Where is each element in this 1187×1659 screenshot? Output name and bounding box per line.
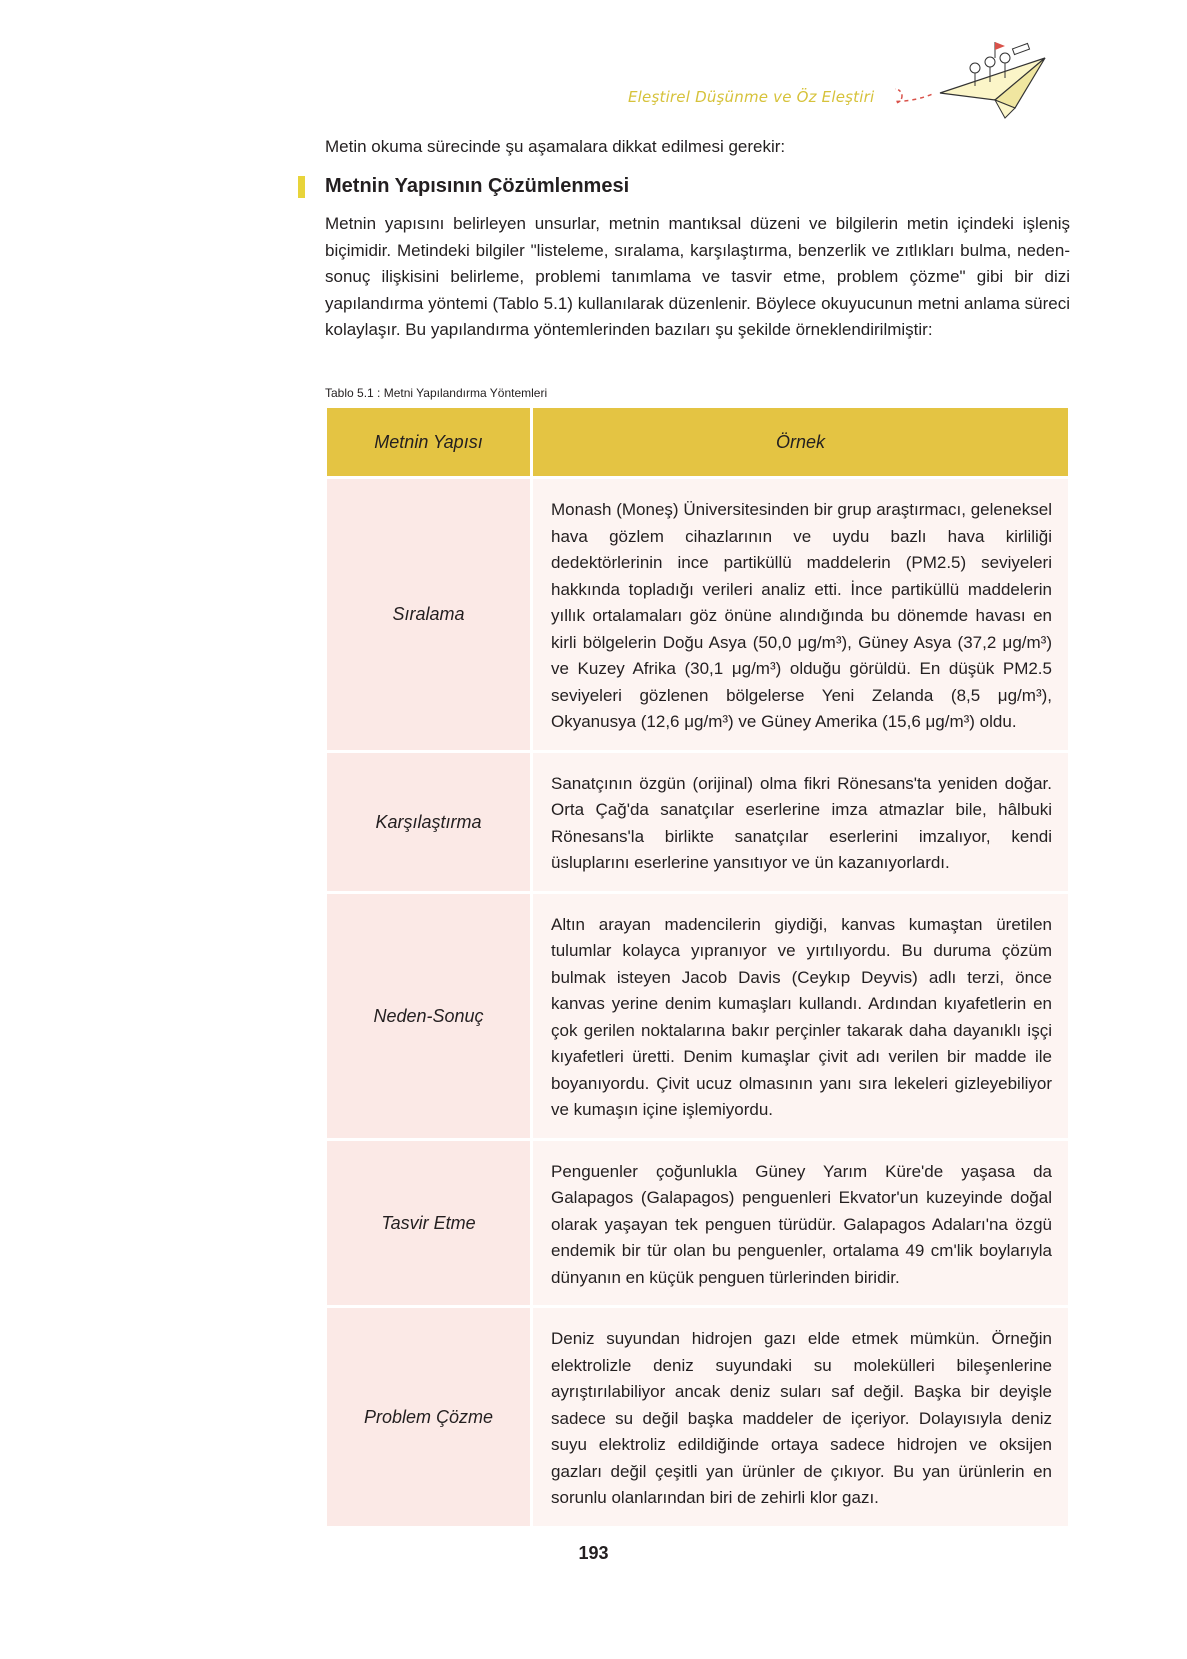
row-example: Deniz suyundan hidrojen gazı elde etmek mümkün. Örneğin elektrolizle deniz suyundaki su molekülleri bileşenlerine ayrıştırılabiliyor ancak deniz suları saf değil. Başka bir deyişle sadece su değil başka maddeler de içeriyor. Dolayısıyla deniz suyu elektroliz edildiğinde ortaya sadece hidrojen ve oksijen gazları değil çeşitli yan ürünler de çıkıyor. Bu yan ürünlerin en sorunlu olanlarından biri de zehirli klor gazı. [532,1307,1069,1526]
row-structure: Sıralama [327,478,532,752]
row-structure: Tasvir Etme [327,1139,532,1307]
section-accent-bar [298,176,305,198]
paper-plane-illustration-icon [895,38,1105,123]
chapter-title: Eleştirel Düşünme ve Öz Eleştiri [628,88,875,106]
column-header-structure: Metnin Yapısı [327,408,532,478]
intro-sentence: Metin okuma sürecinde şu aşamalara dikkat edilmesi gerekir: [325,137,786,156]
table-row [327,478,1068,752]
table-row [327,1307,1068,1526]
table-row [327,1139,1068,1307]
table-header-row [327,408,1068,478]
section-paragraph: Metnin yapısını belirleyen unsurlar, metnin mantıksal düzeni ve bilgilerin metin içindeki işleniş biçimidir. Metindeki bilgiler "listeleme, sıralama, karşılaştırma, benzerlik ve zıtlıkları bulma, neden-sonuç ilişkisini belirleme, problemi tanımlama ve tasvir etme, problem çözme" gibi bir dizi yapılandırma yöntemi (Tablo 5.1) kullanılarak düzenlenir. Böylece okuyucunun metni anlama süreci kolaylaşır. Bu yapılandırma yöntemlerinden bazıları şu şekilde örneklendirilmiştir: [325,214,1070,339]
section-title: Metnin Yapısının Çözümlenmesi [325,175,630,197]
row-structure: Karşılaştırma [327,751,532,892]
table-row [327,751,1068,892]
row-example: Sanatçının özgün (orijinal) olma fikri Rönesans'ta yeniden doğar. Orta Çağ'da sanatçılar eserlerine imza atmazlar bile, hâlbuki Rönesans'la birlikte sanatçılar eserlerini imzalıyor, kendi üsluplarını eserlerine yansıtıyor ve ün kazanıyorlardı. [532,751,1069,892]
row-example: Altın arayan madencilerin giydiği, kanvas kumaştan üretilen tulumlar kolayca yıpranıyor ve yırtılıyordu. Bu duruma çözüm bulmak isteyen Jacob Davis (Ceykıp Deyvis) adlı terzi, önce kanvas yerine denim kumaşları kullandı. Ardından kıyafetlerin en çok gerilen noktalarına bakır perçinler takarak daha dayanıklı işçi kıyafetleri üretti. Denim kumaşlar çivit adı verilen bir madde ile boyanıyordu. Çivit ucuz olmasının yanı sıra lekeleri gizleyebiliyor ve kumaşın içine işlemiyordu. [532,892,1069,1139]
methods-table [327,408,1068,1526]
column-header-example: Örnek [532,408,1069,478]
row-structure: Neden-Sonuç [327,892,532,1139]
page-number: 193 [578,1543,609,1563]
row-structure: Problem Çözme [327,1307,532,1526]
table-caption: Tablo 5.1 : Metni Yapılandırma Yöntemleri [325,386,548,400]
table-row [327,892,1068,1139]
row-example: Penguenler çoğunlukla Güney Yarım Küre'de yaşasa da Galapagos (Galapagos) penguenleri Ekvator'un kuzeyinde doğal olarak yaşayan tek penguen türüdür. Galapagos Adaları'na özgü endemik bir tür olan bu penguenler, ortalama 49 cm'lik boylarıyla dünyanın en küçük penguen türlerinden biridir. [532,1139,1069,1307]
row-example: Monash (Moneş) Üniversitesinden bir grup araştırmacı, geleneksel hava gözlem cihazlarının ve uydu bazlı hava kirliliği dedektörlerinin ince partiküllü maddelerin (PM2.5) seviyeleri hakkında topladığı verileri analiz etti. İnce partiküllü maddelerin yıllık ortalamaları göz önüne alındığında bu dönemde havası en kirli bölgelerin Doğu Asya (50,0 μg/m³), Güney Asya (37,2 μg/m³) ve Kuzey Afrika (30,1 μg/m³) olduğu görüldü. En düşük PM2.5 seviyeleri gözlenen bölgelerse Yeni Zelanda (8,5 μg/m³), Okyanusya (12,6 μg/m³) ve Güney Amerika (15,6 μg/m³) oldu. [532,478,1069,752]
